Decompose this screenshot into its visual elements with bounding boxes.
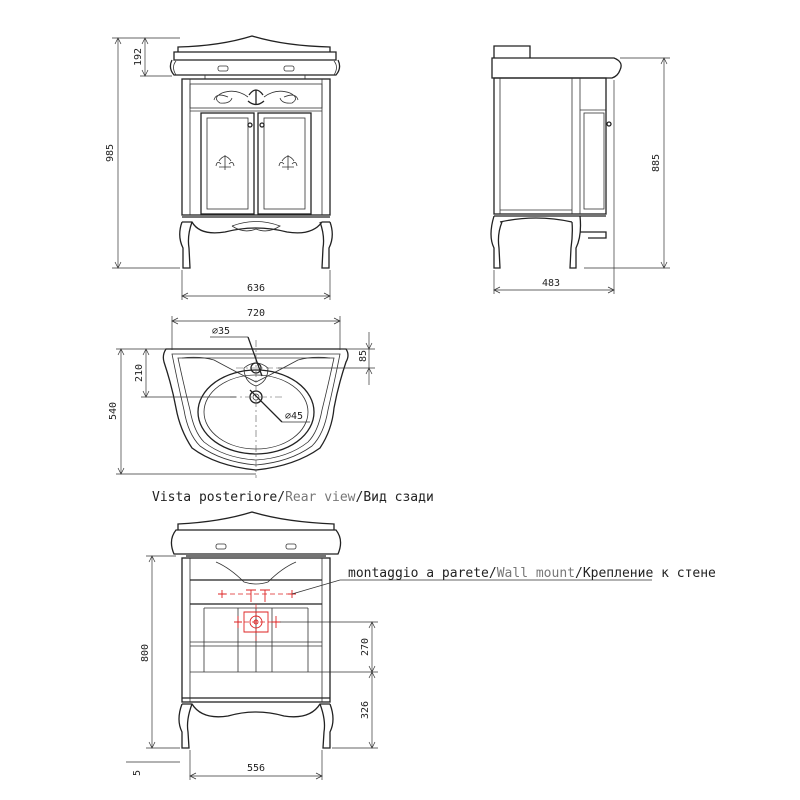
dim-tap-hole: ⌀35 <box>212 326 231 337</box>
dim-rear-mount-height: 270 <box>360 637 371 657</box>
rear-view <box>126 490 716 780</box>
dim-top-width: 720 <box>246 308 266 319</box>
dim-top-front-distance: 85 <box>358 349 369 363</box>
dim-top-depth: 540 <box>108 401 119 421</box>
dim-drain-hole: ⌀45 <box>285 411 304 422</box>
rear-view-title: Vista posteriore/Rear view/Вид сзади <box>152 490 434 505</box>
top-view <box>108 308 375 478</box>
dim-rear-lower-height: 326 <box>360 700 371 720</box>
dim-rear-gap: 5 <box>132 769 143 777</box>
dim-side-height: 885 <box>651 153 662 173</box>
dim-front-height-total: 985 <box>105 143 116 163</box>
wall-mount-label: montaggio a parete/Wall mount/Крепление к стене <box>348 566 716 581</box>
dim-rear-height: 800 <box>140 643 151 663</box>
front-view <box>105 36 340 300</box>
dim-front-height-top: 192 <box>133 47 144 67</box>
dim-top-hole-distance: 210 <box>134 363 145 383</box>
dim-rear-width: 556 <box>246 763 266 774</box>
side-view <box>491 46 670 294</box>
dim-side-depth: 483 <box>541 278 561 289</box>
dim-front-width: 636 <box>246 283 266 294</box>
